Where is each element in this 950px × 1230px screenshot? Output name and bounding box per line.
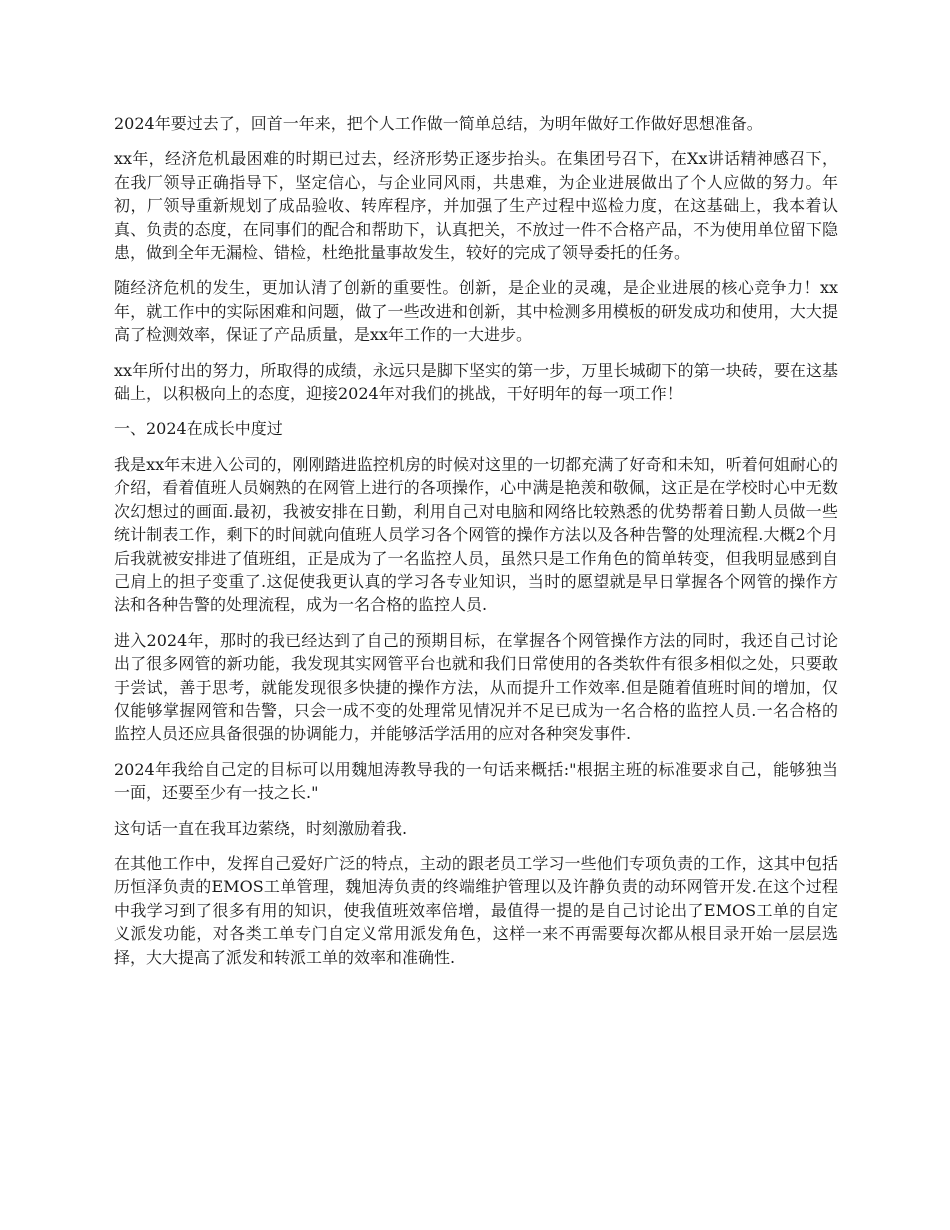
section-heading-1: 一、2024在成长中度过 xyxy=(114,419,283,439)
paragraph-motto: 这句话一直在我耳边萦绕，时刻激励着我. xyxy=(114,818,408,838)
document-body xyxy=(114,112,838,981)
paragraph-innovation: 随经济危机的发生，更加认清了创新的重要性。创新，是企业的灵魂，是企业进展的核心竞争力！xx年，就工作中的实际困难和问题，做了一些改进和创新，其中检测多用模板的研发成功和使用，大大提高了检测效率，保证了产品质量，是xx年工作的一大进步。 xyxy=(114,278,838,345)
paragraph-outlook: xx年所付出的努力，所取得的成绩，永远只是脚下坚实的第一步，万里长城砌下的第一块砖，要在这基础上，以积极向上的态度，迎接2024年对我们的挑战，干好明年的每一项工作！ xyxy=(114,360,838,404)
paragraph-intro: 2024年要过去了，回首一年来，把个人工作做一简单总结，为明年做好工作做好思想准备。 xyxy=(114,114,763,133)
paragraph-xx-year-review: xx年，经济危机最困难的时期已过去，经济形势正逐步抬头。在集团号召下，在Xx讲话精神感召下，在我厂领导正确指导下，坚定信心，与企业同风雨，共患难，为企业进展做出了个人应做的努力。年初，厂领导重新规划了成品验收、转库程序，并加强了生产过程中巡检力度，在这基础上，我本着认真、负责的态度，在同事们的配合和帮助下，认真把关，不放过一件不合格产品，不为使用单位留下隐患，做到全年无漏检、错检，杜绝批量事故发生，较好的完成了领导委托的任务。 xyxy=(114,149,838,263)
paragraph-other-work: 在其他工作中，发挥自己爱好广泛的特点，主动的跟老员工学习一些他们专项负责的工作，这其中包括历恒泽负责的EMOS工单管理，魏旭涛负责的终端维护管理以及许静负责的动环网管开发.在这个过程中我学习到了很多有用的知识，使我值班效率倍增，最值得一提的是自己讨论出了EMOS工单的自定义派发功能，对各类工单专门自定义常用派发角色，这样一来不再需要每次都从根目录开始一层层选择，大大提高了派发和转派工单的效率和准确性. xyxy=(114,853,838,967)
paragraph-entering-2024: 进入2024年，那时的我已经达到了自己的预期目标，在掌握各个网管操作方法的同时，我还自己讨论出了很多网管的新功能，我发现其实网管平台也就和我们日常使用的各类软件有很多相似之处，只要敢于尝试，善于思考，就能发现很多快捷的操作方法，从而提升工作效率.但是随着值班时间的增加，仅仅能够掌握网管和告警，只会一成不变的处理常见情况并不足已成为一名合格的监控人员.一名合格的监控人员还应具备很强的协调能力，并能够活学活用的应对各种突发事件. xyxy=(114,630,838,744)
paragraph-joining-company: 我是xx年末进入公司的，刚刚踏进监控机房的时候对这里的一切都充满了好奇和未知，听着何姐耐心的介绍，看着值班人员娴熟的在网管上进行的各项操作，心中满是艳羡和敬佩，这正是在学校时心中无数次幻想过的画面.最初，我被安排在日勤，利用自己对电脑和网络比较熟悉的优势帮着日勤人员做一些统计制表工作，剩下的时间就向值班人员学习各个网管的操作方法以及各种告警的处理流程.大概2个月后我就被安排进了值班组，正是成为了一名监控人员，虽然只是工作角色的简单转变，但我明显感到自己肩上的担子变重了.这促使我更认真的学习各专业知识，当时的愿望就是早日掌握各个网管的操作方法和各种告警的处理流程，成为一名合格的监控人员. xyxy=(114,454,838,615)
paragraph-goal-quote: 2024年我给自己定的目标可以用魏旭涛教导我的一句话来概括:"根据主班的标准要求自己，能够独当一面，还要至少有一技之长." xyxy=(114,759,838,803)
